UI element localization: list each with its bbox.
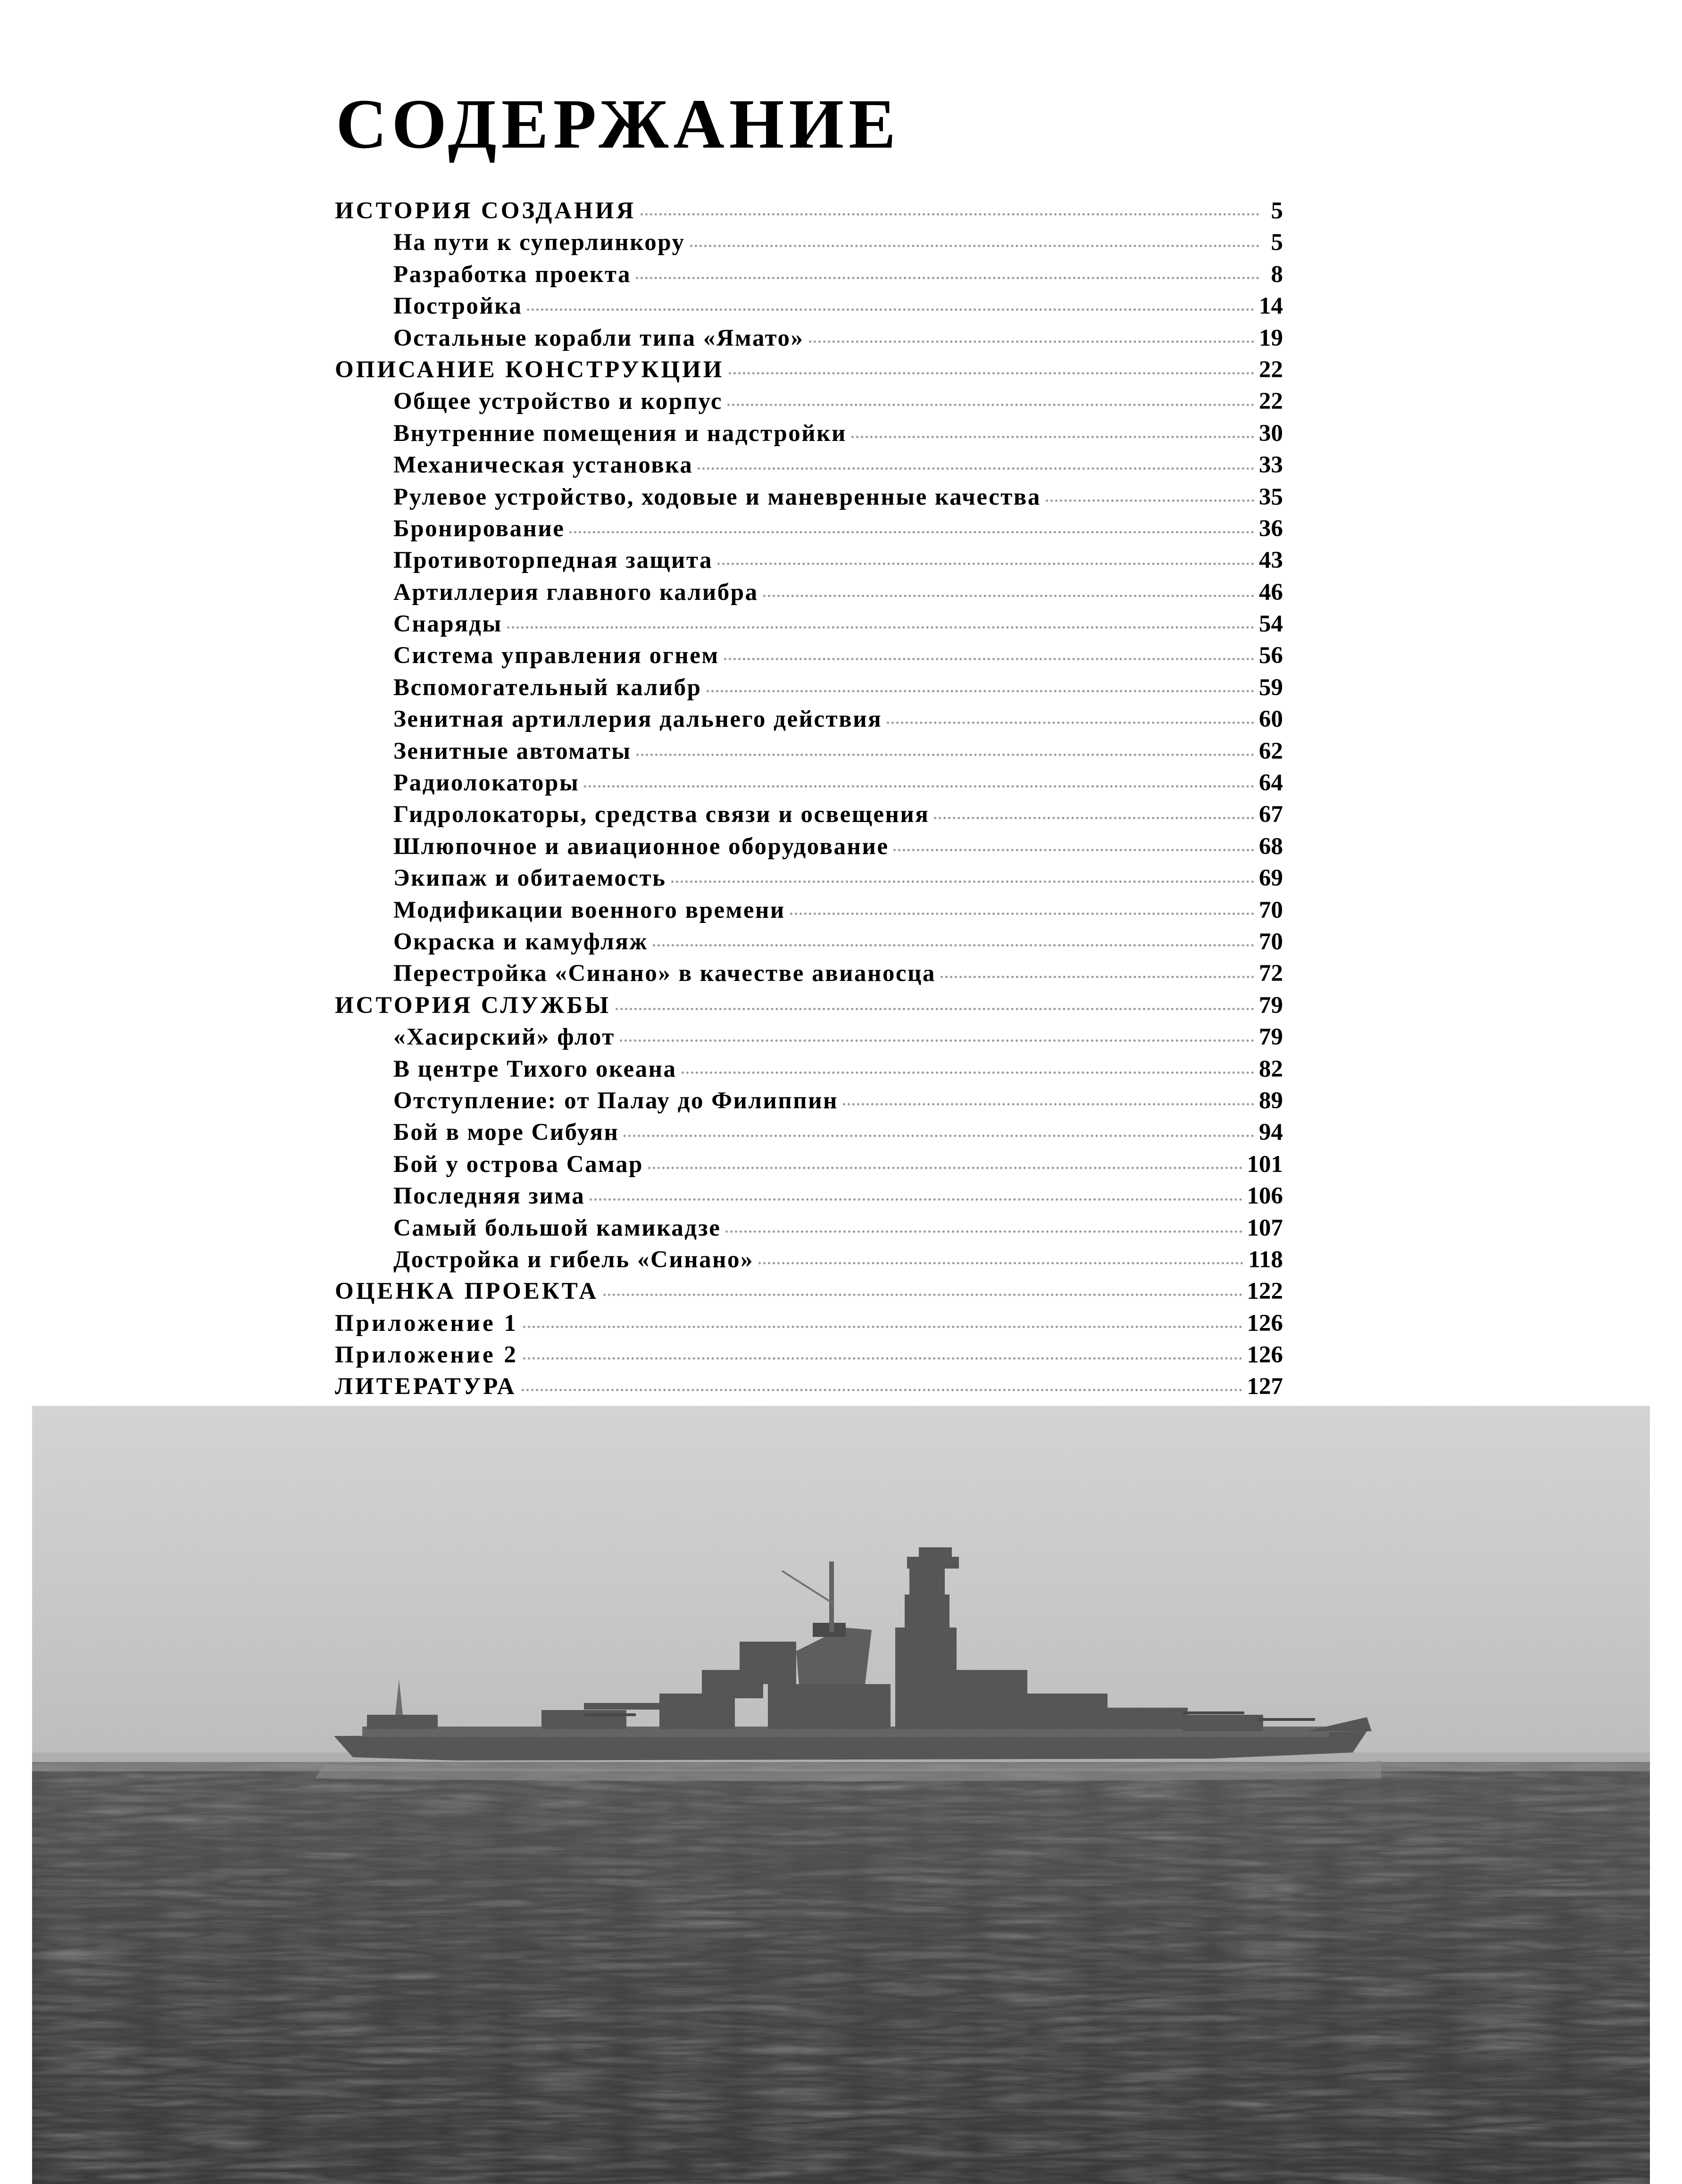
toc-leader-dots: [620, 1039, 1254, 1042]
toc-subsection: [335, 261, 1283, 292]
toc-subsection: [335, 420, 1283, 451]
toc-entry-title: Зенитная артиллерия дальнего действия: [393, 706, 883, 733]
toc-subsection: [335, 1087, 1283, 1119]
toc-leader-dots: [729, 372, 1254, 374]
toc-leader-dots: [724, 658, 1254, 660]
toc-page-number: 127: [1247, 1373, 1283, 1400]
toc-entry-title: Артиллерия главного калибра: [393, 579, 758, 606]
toc-entry-title: Экипаж и обитаемость: [393, 865, 666, 892]
toc-page-number: 43: [1259, 547, 1283, 574]
toc-page-number: 122: [1247, 1278, 1283, 1305]
toc-entry-title: Модификации военного времени: [393, 897, 785, 923]
toc-page-number: 8: [1271, 261, 1283, 288]
toc-page-number: 126: [1247, 1310, 1283, 1337]
toc-subsection: [335, 324, 1283, 356]
toc-entry-title: Противоторпедная защита: [393, 547, 713, 574]
toc-section: [335, 1373, 1283, 1404]
toc-subsection: [335, 388, 1283, 419]
toc-subsection: [335, 928, 1283, 960]
toc-entry-title: Радиолокаторы: [393, 770, 580, 797]
toc-entry-title: Приложение 1: [335, 1310, 518, 1337]
toc-entry-title: Разработка проекта: [393, 261, 632, 288]
toc-page-number: 22: [1259, 356, 1283, 383]
toc-section: [335, 1278, 1283, 1309]
toc-leader-dots: [522, 1389, 1242, 1391]
toc-entry-title: Достройка и гибель «Синано»: [393, 1246, 754, 1273]
toc-subsection: [335, 1023, 1283, 1055]
toc-entry-title: ОПИСАНИЕ КОНСТРУКЦИИ: [335, 356, 724, 383]
toc-page-number: 94: [1259, 1119, 1283, 1146]
toc-page-number: 59: [1259, 674, 1283, 701]
toc-page-number: 33: [1259, 452, 1283, 479]
toc-leader-dots: [727, 404, 1254, 406]
toc-leader-dots: [636, 277, 1259, 279]
toc-leader-dots: [1046, 499, 1254, 502]
toc-leader-dots: [790, 913, 1254, 915]
toc-subsection: [335, 451, 1283, 483]
toc-page-number: 14: [1259, 293, 1283, 320]
toc-section: [335, 1310, 1283, 1341]
toc-leader-dots: [707, 690, 1254, 692]
toc-leader-dots: [584, 785, 1254, 788]
toc-entry-title: Самый большой камикадзе: [393, 1214, 721, 1241]
toc-page-number: 79: [1259, 1024, 1283, 1051]
toc-entry-title: ИСТОРИЯ СЛУЖБЫ: [335, 992, 611, 1019]
toc-page-number: 54: [1259, 611, 1283, 638]
toc-page-number: 72: [1259, 960, 1283, 987]
toc-entry-title: Отступление: от Палау до Филиппин: [393, 1087, 838, 1114]
toc-leader-dots: [763, 595, 1254, 597]
toc-subsection: [335, 483, 1283, 515]
toc-subsection: [335, 674, 1283, 706]
toc-subsection: [335, 610, 1283, 642]
toc-leader-dots: [941, 976, 1254, 978]
toc-leader-dots: [603, 1294, 1242, 1296]
toc-leader-dots: [690, 245, 1260, 247]
toc-page-number: 118: [1248, 1246, 1283, 1273]
toc-leader-dots: [507, 626, 1254, 629]
toc-subsection: [335, 769, 1283, 801]
toc-leader-dots: [590, 1198, 1242, 1201]
toc-page-number: 36: [1259, 515, 1283, 542]
toc-subsection: [335, 801, 1283, 832]
toc-entry-title: Система управления огнем: [393, 642, 719, 669]
toc-page-number: 19: [1259, 324, 1283, 351]
toc-subsection: [335, 547, 1283, 578]
toc-subsection: [335, 1182, 1283, 1214]
toc-entry-title: Зенитные автоматы: [393, 738, 632, 764]
toc-subsection: [335, 292, 1283, 324]
toc-page-number: 56: [1259, 642, 1283, 669]
toc-subsection: [335, 897, 1283, 928]
toc-leader-dots: [934, 817, 1254, 819]
toc-leader-dots: [648, 1167, 1242, 1169]
toc-section: [335, 1341, 1283, 1373]
toc-page-number: 70: [1259, 928, 1283, 955]
toc-page-number: 68: [1259, 833, 1283, 860]
toc-leader-dots: [527, 308, 1254, 311]
toc-entry-title: «Хасирский» флот: [393, 1024, 615, 1051]
toc-page-number: 62: [1259, 738, 1283, 764]
toc-page-number: 106: [1247, 1183, 1283, 1210]
toc-subsection: [335, 706, 1283, 737]
toc-entry-title: В центре Тихого океана: [393, 1055, 677, 1082]
toc-section: [335, 356, 1283, 388]
toc-subsection: [335, 833, 1283, 864]
toc-entry-title: Последняя зима: [393, 1183, 585, 1210]
toc-page-number: 60: [1259, 706, 1283, 733]
toc-leader-dots: [636, 754, 1254, 756]
toc-page-number: 82: [1259, 1055, 1283, 1082]
toc-leader-dots: [653, 944, 1254, 947]
toc-entry-title: На пути к суперлинкору: [393, 229, 685, 256]
toc-entry-title: ОЦЕНКА ПРОЕКТА: [335, 1278, 599, 1305]
toc-page-number: 126: [1247, 1342, 1283, 1369]
toc-entry-title: Приложение 2: [335, 1342, 518, 1369]
toc-leader-dots: [717, 563, 1254, 565]
toc-subsection: [335, 229, 1283, 260]
toc-subsection: [335, 1214, 1283, 1246]
toc-entry-title: Снаряды: [393, 611, 502, 638]
toc-leader-dots: [725, 1230, 1242, 1233]
toc-entry-title: Рулевое устройство, ходовые и маневренные качества: [393, 483, 1041, 510]
toc-entry-title: Общее устройство и корпус: [393, 388, 723, 415]
page-title: СОДЕРЖАНИЕ: [336, 85, 901, 163]
toc-entry-title: Постройка: [393, 293, 523, 320]
toc-leader-dots: [698, 467, 1254, 470]
toc-entry-title: Вспомогательный калибр: [393, 674, 702, 701]
toc-leader-dots: [523, 1326, 1242, 1328]
toc-subsection: [335, 515, 1283, 547]
toc-leader-dots: [843, 1103, 1254, 1105]
battleship-photo: [32, 1406, 1650, 2184]
toc-subsection: [335, 738, 1283, 769]
toc-page-number: 5: [1271, 229, 1283, 256]
toc-leader-dots: [624, 1135, 1254, 1137]
toc-subsection: [335, 1151, 1283, 1182]
toc-subsection: [335, 1055, 1283, 1087]
toc-leader-dots: [809, 340, 1254, 343]
toc-entry-title: Бронирование: [393, 515, 565, 542]
toc-page-number: 30: [1259, 420, 1283, 447]
toc-subsection: [335, 1246, 1283, 1278]
toc-page-number: 89: [1259, 1087, 1283, 1114]
toc-leader-dots: [682, 1071, 1254, 1074]
toc-entry-title: Шлюпочное и авиационное оборудование: [393, 833, 889, 860]
toc-page-number: 64: [1259, 770, 1283, 797]
toc-entry-title: Окраска и камуфляж: [393, 928, 648, 955]
toc-entry-title: Бой у острова Самар: [393, 1151, 643, 1178]
toc-leader-dots: [758, 1262, 1243, 1264]
toc-entry-title: Бой в море Сибуян: [393, 1119, 619, 1146]
toc-entry-title: Внутренние помещения и надстройки: [393, 420, 847, 447]
toc-entry-title: Гидролокаторы, средства связи и освещения: [393, 801, 930, 828]
toc-subsection: [335, 864, 1283, 896]
toc-entry-title: Механическая установка: [393, 452, 693, 479]
toc-page-number: 67: [1259, 801, 1283, 828]
toc-leader-dots: [893, 849, 1254, 851]
toc-section: [335, 992, 1283, 1023]
toc-leader-dots: [887, 722, 1254, 724]
toc-subsection: [335, 960, 1283, 991]
toc-entry-title: ЛИТЕРАТУРА: [335, 1373, 517, 1400]
toc-page-number: 5: [1271, 198, 1283, 224]
toc-leader-dots: [641, 213, 1259, 216]
toc-entry-title: Остальные корабли типа «Ямато»: [393, 324, 804, 351]
toc-page-number: 101: [1247, 1151, 1283, 1178]
toc-page-number: 35: [1259, 483, 1283, 510]
toc-entry-title: ИСТОРИЯ СОЗДАНИЯ: [335, 198, 636, 224]
toc-leader-dots: [851, 436, 1254, 438]
toc-subsection: [335, 579, 1283, 610]
toc-page-number: 22: [1259, 388, 1283, 415]
toc-page-number: 46: [1259, 579, 1283, 606]
toc-leader-dots: [616, 1008, 1254, 1010]
toc-leader-dots: [569, 531, 1254, 533]
toc-entry-title: Перестройка «Синано» в качестве авианосца: [393, 960, 936, 987]
table-of-contents: [335, 197, 1283, 1405]
toc-page-number: 79: [1259, 992, 1283, 1019]
toc-subsection: [335, 642, 1283, 673]
toc-page-number: 107: [1247, 1214, 1283, 1241]
toc-leader-dots: [523, 1357, 1242, 1360]
toc-subsection: [335, 1119, 1283, 1150]
toc-page-number: 69: [1259, 865, 1283, 892]
toc-page-number: 70: [1259, 897, 1283, 923]
toc-section: [335, 197, 1283, 229]
toc-leader-dots: [671, 880, 1254, 883]
